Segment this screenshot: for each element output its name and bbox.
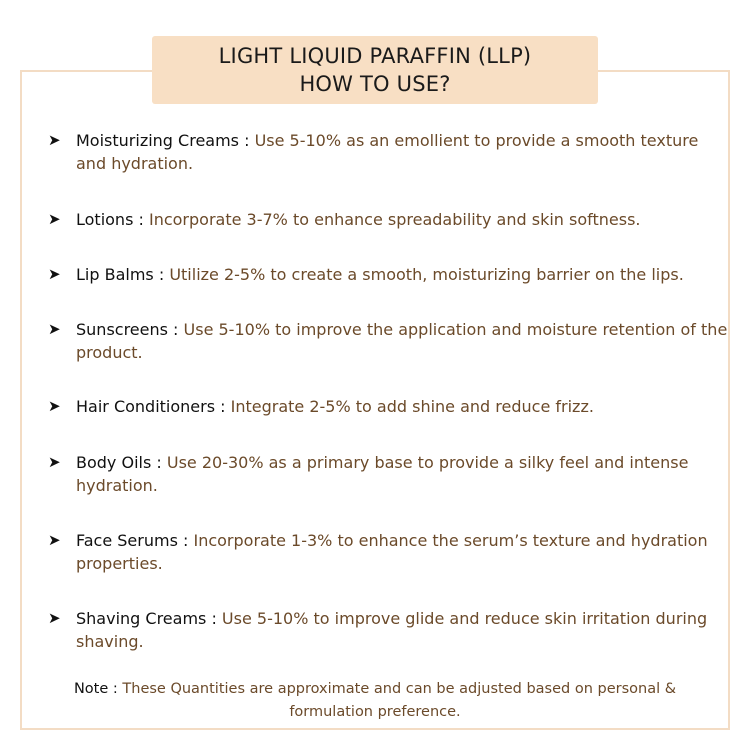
list-item-label: Hair Conditioners : bbox=[76, 397, 226, 416]
list-item-sunscreens bbox=[48, 318, 730, 364]
list-item-text bbox=[76, 451, 730, 497]
list-item-description: Incorporate 1-3% to enhance the serum’s texture and hydration properties. bbox=[76, 531, 708, 573]
arrow-bullet-icon: ➤ bbox=[48, 131, 61, 149]
arrow-bullet-icon: ➤ bbox=[48, 265, 61, 283]
arrow-bullet-icon: ➤ bbox=[48, 320, 61, 338]
list-item-text bbox=[76, 529, 730, 575]
list-item-text bbox=[76, 263, 684, 286]
arrow-bullet-icon: ➤ bbox=[48, 210, 61, 228]
list-item-text bbox=[76, 208, 641, 231]
list-item-shaving-creams bbox=[48, 607, 730, 653]
arrow-bullet-icon: ➤ bbox=[48, 453, 61, 471]
page-subtitle: HOW TO USE? bbox=[299, 72, 451, 96]
arrow-bullet-icon: ➤ bbox=[48, 609, 61, 627]
list-item-moisturizing-creams bbox=[48, 129, 730, 175]
list-item-text bbox=[76, 607, 730, 653]
list-item-text bbox=[76, 129, 730, 175]
list-item-label: Face Serums : bbox=[76, 531, 189, 550]
arrow-bullet-icon: ➤ bbox=[48, 397, 61, 415]
list-item-text bbox=[76, 318, 730, 364]
list-item-label: Sunscreens : bbox=[76, 320, 179, 339]
title-banner bbox=[152, 36, 598, 104]
list-item-lotions bbox=[48, 208, 730, 231]
note-text: These Quantities are approximate and can be adjusted based on personal & formulation preference. bbox=[117, 681, 677, 720]
list-item-description: Use 20-30% as a primary base to provide a silky feel and intense hydration. bbox=[76, 453, 689, 495]
list-item-description: Integrate 2-5% to add shine and reduce frizz. bbox=[225, 397, 594, 416]
list-item-description: Use 5-10% to improve glide and reduce skin irritation during shaving. bbox=[76, 609, 708, 651]
list-item-label: Moisturizing Creams : bbox=[76, 131, 250, 150]
list-item-face-serums bbox=[48, 529, 730, 575]
arrow-bullet-icon: ➤ bbox=[48, 531, 61, 549]
list-item-label: Lotions : bbox=[76, 210, 144, 229]
list-item-label: Body Oils : bbox=[76, 453, 162, 472]
list-item-hair-conditioners bbox=[48, 395, 730, 418]
footnote bbox=[70, 678, 680, 724]
list-item-description: Incorporate 3-7% to enhance spreadability and skin softness. bbox=[143, 210, 641, 229]
list-item-description: Utilize 2-5% to create a smooth, moisturizing barrier on the lips. bbox=[164, 265, 684, 284]
list-item-description: Use 5-10% as an emollient to provide a smooth texture and hydration. bbox=[76, 131, 699, 173]
list-item-text bbox=[76, 395, 594, 418]
note-label: Note : bbox=[73, 681, 118, 697]
list-item-label: Lip Balms : bbox=[76, 265, 165, 284]
list-item-description: Use 5-10% to improve the application and moisture retention of the product. bbox=[76, 320, 728, 362]
list-item-body-oils bbox=[48, 451, 730, 497]
list-item-lip-balms bbox=[48, 263, 730, 286]
page-title: LIGHT LIQUID PARAFFIN (LLP) bbox=[218, 44, 532, 68]
list-item-label: Shaving Creams : bbox=[76, 609, 217, 628]
